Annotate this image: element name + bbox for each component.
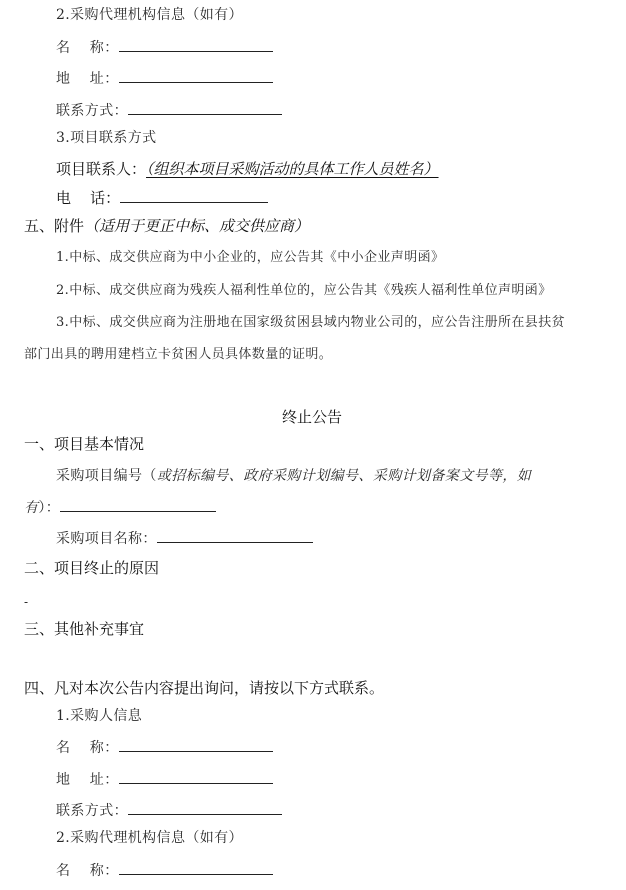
t1-line1-label: 采购项目编号（: [56, 468, 157, 484]
project-contact-title: 3.项目联系方式: [56, 130, 157, 146]
buyer-name-blank: [119, 737, 273, 752]
project-contact-field: [56, 159, 439, 179]
t1-project-name-label: 采购项目名称：: [56, 531, 157, 547]
attachment-3-line2: 部门出具的聘用建档立卡贫困人员具体数量的证明。: [24, 347, 333, 362]
section5-title: 五、附件: [24, 217, 85, 235]
agency-info-title: 2.采购代理机构信息（如有）: [56, 7, 243, 23]
section5-hint: （适用于更正中标、成交供应商）: [84, 217, 310, 235]
buyer-address-blank: [119, 769, 273, 784]
buyer-info-title: 1.采购人信息: [56, 708, 143, 724]
t2-dash: -: [24, 595, 29, 609]
agency-name-field: [56, 37, 273, 58]
agency-address-field: [56, 68, 273, 89]
buyer-name-field: [56, 737, 273, 758]
attachment-3-line1: 3.中标、成交供应商为注册地在国家级贫困县域内物业公司的，应公告注册所在县扶贫: [56, 315, 566, 330]
buyer-contact-blank: [128, 800, 282, 815]
agency-info-title-2: 2.采购代理机构信息（如有）: [56, 830, 243, 846]
agency-contact-field: [56, 100, 282, 121]
t1-number-blank: [60, 497, 216, 512]
attachment-1: 1.中标、成交供应商为中小企业的，应公告其《中小企业声明函》: [56, 250, 445, 265]
buyer-address-field: [56, 769, 273, 790]
t1-project-name: [56, 528, 313, 549]
buyer-contact-label: 联系方式：: [56, 803, 128, 819]
agency-address-label: 地 址：: [56, 71, 119, 87]
phone-blank: [120, 188, 268, 203]
t1-line2: [24, 497, 216, 518]
t1-line1: [56, 466, 531, 486]
project-contact-hint: （组织本项目采购活动的具体工作人员姓名）: [146, 160, 439, 178]
agency-name-field-2: [56, 860, 273, 881]
project-contact-label: 项目联系人：: [56, 160, 147, 178]
t4-title: 四、凡对本次公告内容提出询问，请按以下方式联系。: [24, 679, 385, 697]
t2-title: 二、项目终止的原因: [24, 559, 160, 577]
agency-name-label-2: 名 称：: [56, 863, 119, 879]
t1-line2-hint: 有: [24, 500, 39, 516]
phone-label: 电 话：: [56, 189, 121, 207]
agency-name-blank: [119, 37, 273, 52]
agency-name-blank-2: [119, 860, 273, 875]
t1-title: 一、项目基本情况: [24, 435, 145, 453]
agency-contact-label: 联系方式：: [56, 103, 128, 119]
phone-field: [56, 188, 268, 208]
attachment-2: 2.中标、成交供应商为残疾人福利性单位的，应公告其《残疾人福利性单位声明函》: [56, 283, 552, 298]
agency-contact-blank: [128, 100, 282, 115]
agency-name-label: 名 称：: [56, 40, 119, 56]
termination-title: 终止公告: [282, 408, 343, 426]
t1-line1-hint: 或招标编号、政府采购计划编号、采购计划备案文号等，如: [156, 468, 532, 484]
t1-project-name-blank: [157, 528, 313, 543]
buyer-contact-field: [56, 800, 282, 821]
section5-heading: [24, 216, 309, 236]
t1-line2-tail: ）：: [38, 500, 61, 516]
buyer-name-label: 名 称：: [56, 740, 119, 756]
t3-title: 三、其他补充事宜: [24, 620, 145, 638]
agency-address-blank: [119, 68, 273, 83]
buyer-address-label: 地 址：: [56, 772, 119, 788]
